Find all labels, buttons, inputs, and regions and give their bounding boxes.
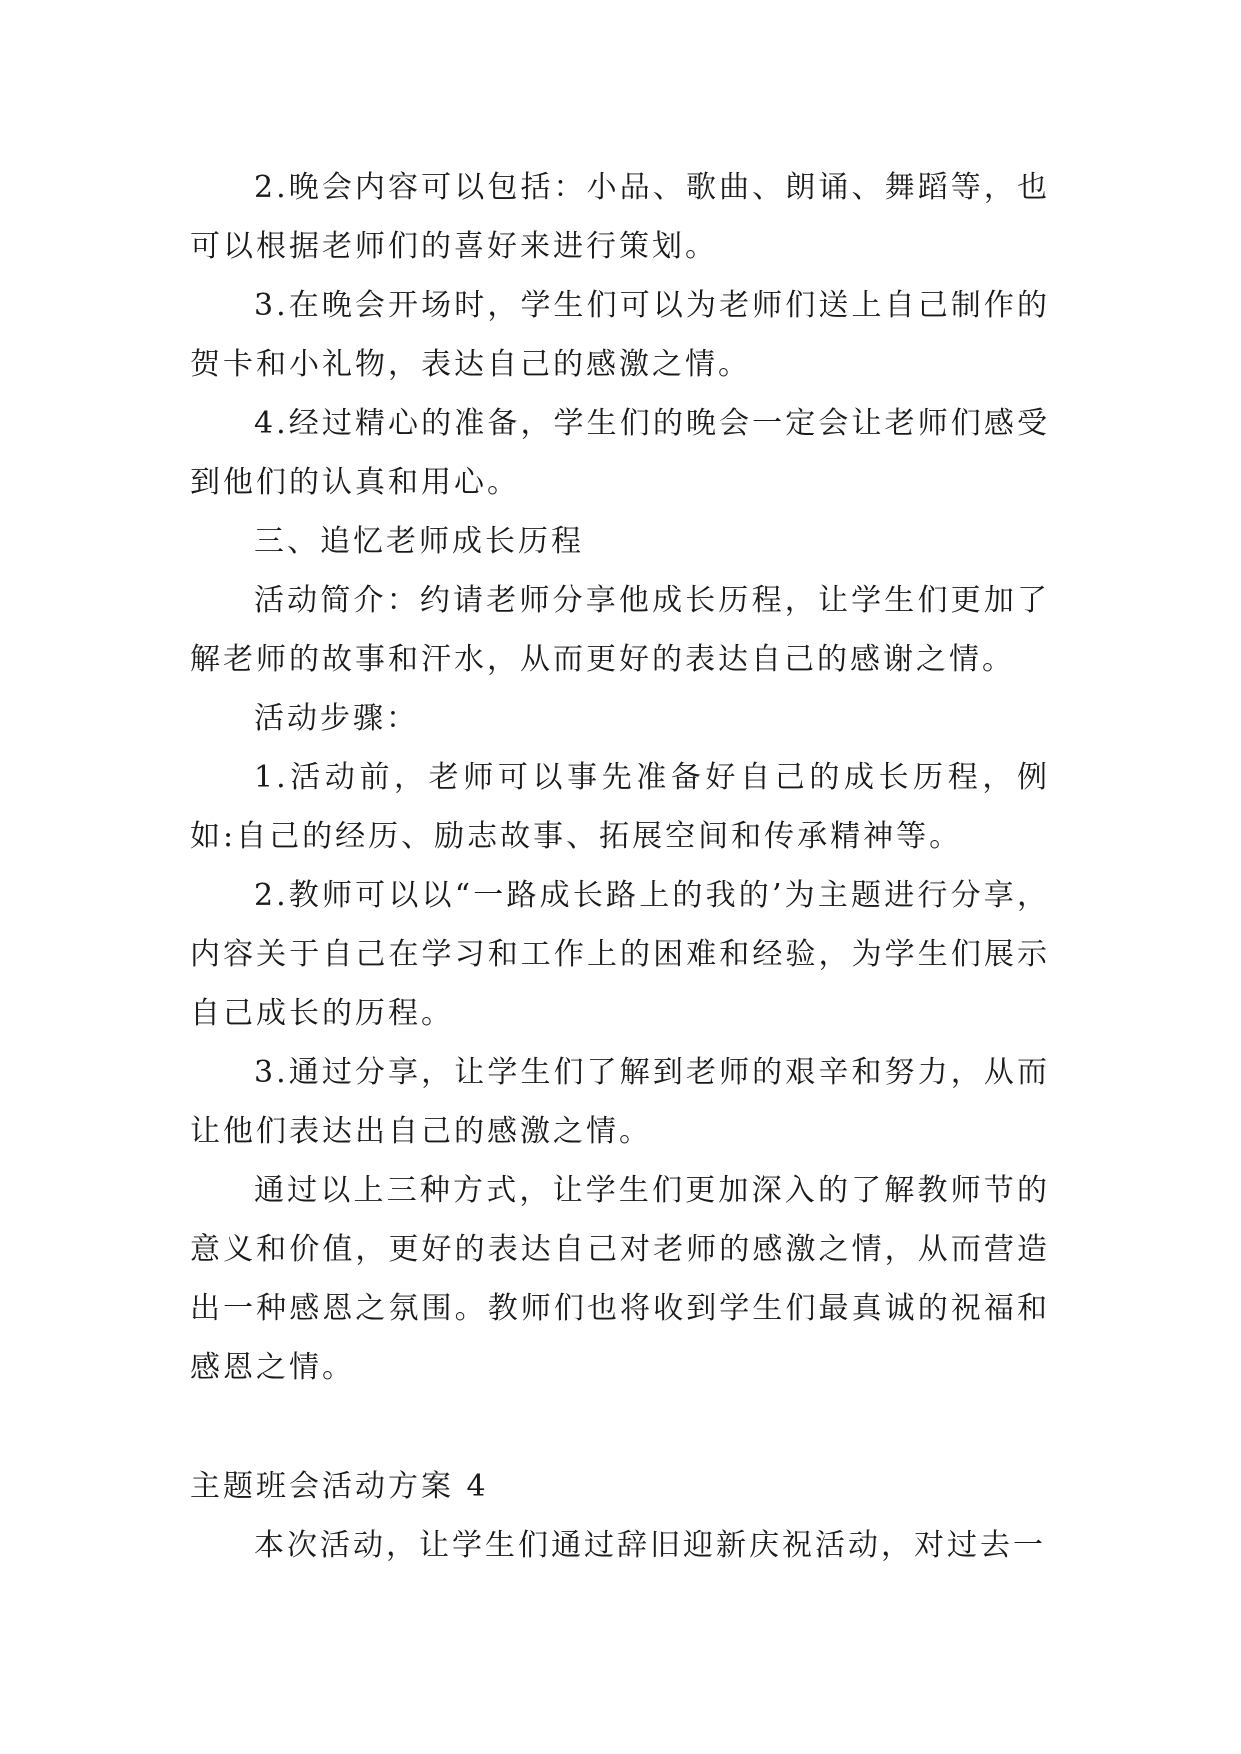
paragraph-activity-steps-label: 活动步骤：	[254, 701, 419, 736]
subheading-recall-growth: 三、追忆老师成长历程	[254, 524, 584, 559]
paragraph-step-2: 2.教师可以以“一路成长路上的我的’为主题进行分享，内容关于自己在学习和工作上的困难和经验，为学生们展示自己成长的历程。	[190, 878, 1050, 1031]
section-title: 主题班会活动方案 4	[190, 1469, 489, 1504]
paragraph-step-3: 3.通过分享，让学生们了解到老师的艰辛和努力，从而让他们表达出自己的感激之情。	[190, 1055, 1050, 1149]
paragraph-final: 本次活动，让学生们通过辞旧迎新庆祝活动，对过去一	[254, 1528, 1046, 1563]
paragraph-activity-intro: 活动简介：约请老师分享他成长历程，让学生们更加了解老师的故事和汗水，从而更好的表达自己的感谢之情。	[190, 583, 1050, 677]
paragraph-step-1: 1.活动前，老师可以事先准备好自己的成长历程，例如:自己的经历、励志故事、拓展空间和传承精神等。	[190, 760, 1050, 854]
paragraph-preparation: 4.经过精心的准备，学生们的晚会一定会让老师们感受到他们的认真和用心。	[190, 406, 1050, 500]
paragraph-summary: 通过以上三种方式，让学生们更加深入的了解教师节的意义和价值，更好的表达自己对老师的感激之情，从而营造出一种感恩之氛围。教师们也将收到学生们最真诚的祝福和感恩之情。	[190, 1173, 1050, 1385]
document-body	[190, 158, 1050, 1575]
paragraph-opening-gifts: 3.在晚会开场时，学生们可以为老师们送上自己制作的贺卡和小礼物，表达自己的感激之情。	[190, 288, 1050, 382]
paragraph-evening-content: 2.晚会内容可以包括：小品、歌曲、朗诵、舞蹈等，也可以根据老师们的喜好来进行策划。	[190, 170, 1050, 264]
